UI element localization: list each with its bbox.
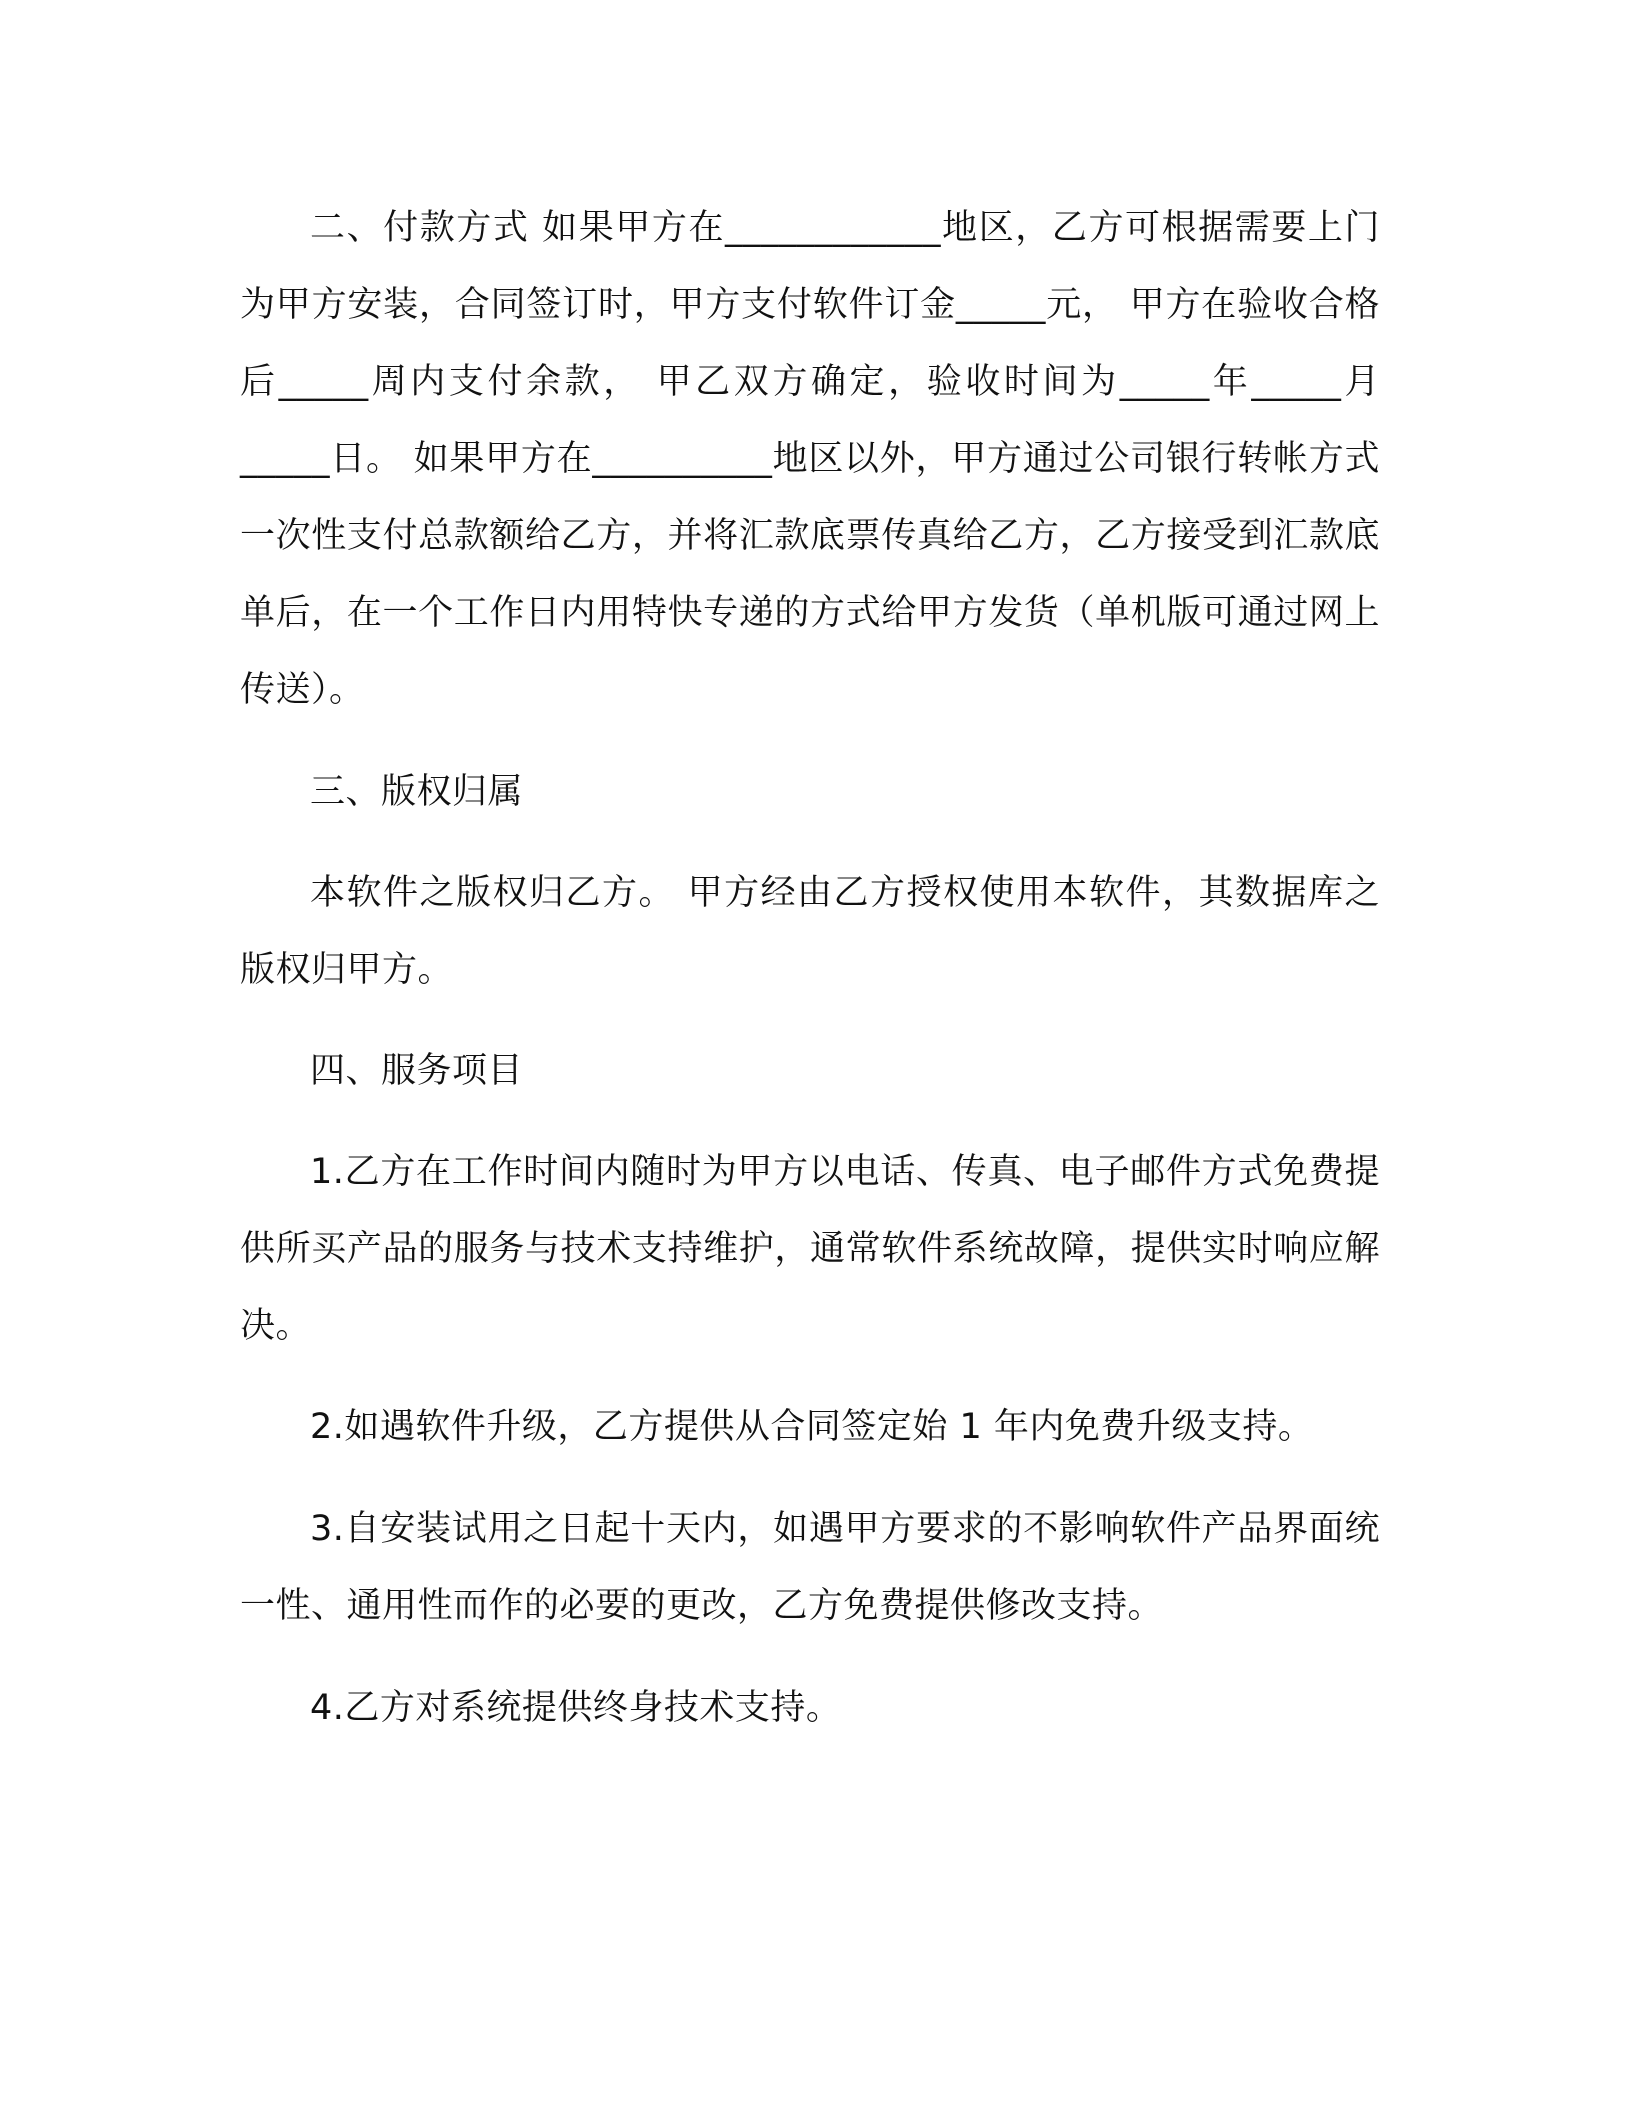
copyright-heading: 三、版权归属 [310, 772, 524, 812]
service-item-2: 2.如遇软件升级，乙方提供从合同签定始 1 年内免费升级支持。 [310, 1407, 1314, 1447]
service-item-1: 1.乙方在工作时间内随时为甲方以电话、传真、电子邮件方式免费提供所买产品的服务与技术支持维护，通常软件系统故障，提供实时响应解决。 [240, 1152, 1380, 1346]
service-items-heading: 四、服务项目 [310, 1051, 524, 1091]
service-item-4: 4.乙方对系统提供终身技术支持。 [310, 1688, 842, 1728]
document-body [240, 190, 1380, 1747]
payment-method-paragraph: 二、付款方式 如果甲方在____________地区，乙方可根据需要上门为甲方安装，合同签订时，甲方支付软件订金_____元， 甲方在验收合格后_____周内支付余款， 甲乙双方确定，验收时间为_____年_____月_____日。 如果甲方在__________地区以外，甲方通过公司银行转帐方式一次性支付总款额给乙方，并将汇款底票传真给乙方，乙方接受到汇款底单后，在一个工作日内用特快专递的方式给甲方发货（单机版可通过网上传送）。 [240, 208, 1380, 710]
copyright-paragraph: 本软件之版权归乙方。 甲方经由乙方授权使用本软件，其数据库之版权归甲方。 [240, 873, 1380, 990]
service-item-3: 3.自安装试用之日起十天内，如遇甲方要求的不影响软件产品界面统一性、通用性而作的必要的更改，乙方免费提供修改支持。 [240, 1509, 1380, 1626]
